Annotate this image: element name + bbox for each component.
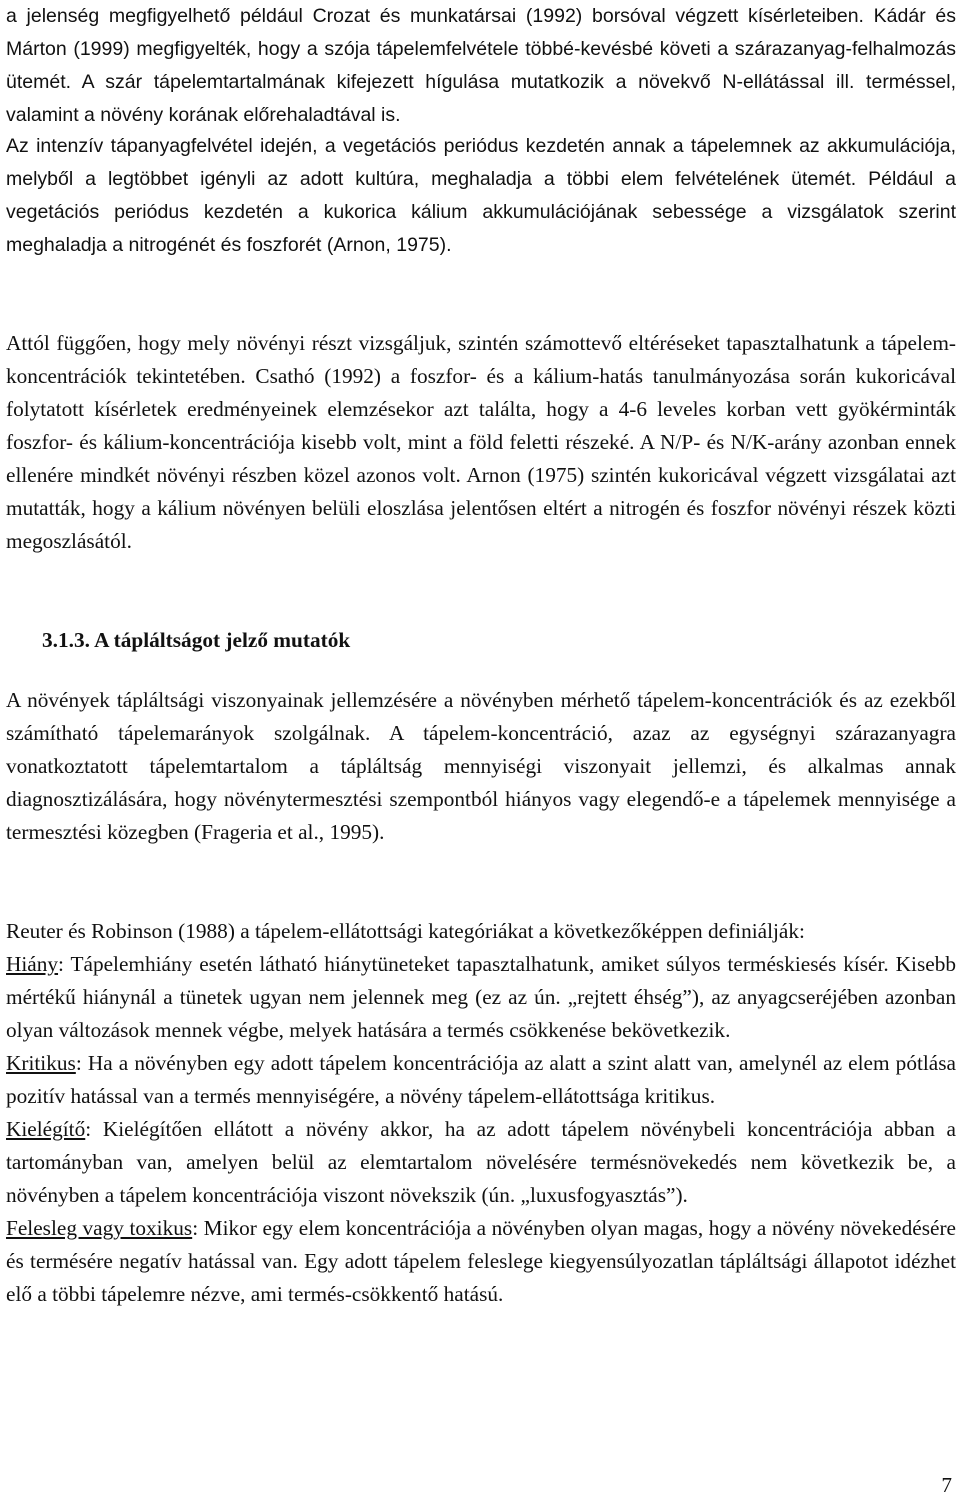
category-text: : Kielégítően ellátott a növény akkor, ha az adott tápelem növénybeli koncentrációja abban a tartományban van, amelyen belül az elemtartalom növelésére termésnövekedés nem következik be, a növényben a tápelem koncentrációja viszont növekszik (ún. „luxusfogyasztás”). <box>6 1117 956 1207</box>
categories-block <box>6 915 956 1311</box>
paragraph-intro: a jelenség megfigyelhető például Crozat és munkatársai (1992) borsóval végzett kísérleteiben. Kádár és Márton (1999) megfigyelték, hogy a szója tápelemfelvétele többé-kevésbé követi a szárazanyag-felhalmozás ütemét. A szár tápelemtartalmának kifejezett hígulása mutatkozik a növekvő N-ellátással ill. terméssel, valamint a növény korának előrehaladtával is. <box>6 5 956 126</box>
category-text: : Mikor egy elem koncentrációja a növényben olyan magas, hogy a növény növekedésére és termésére negatív hatással van. Egy adott tápelem feleslege kiegyensúlyozatlan tápláltsági állapotot idézhet elő a többi tápelemre nézve, ami termés-csökkentő hatású. <box>6 1216 956 1306</box>
category-sufficient <box>6 1113 956 1212</box>
category-critical <box>6 1047 956 1113</box>
category-deficiency <box>6 948 956 1047</box>
category-text: : Tápelemhiány esetén látható hiánytüneteket tapasztalhatunk, amiket súlyos terméskiesés kísér. Kisebb mértékű hiánynál a tünetek ugyan nem jelennek meg (ez az ún. „rejtett éhség”), az anyagcseréjében azonban olyan változások mennek végbe, melyek hatására a termés csökkenése bekövetkezik. <box>6 952 956 1042</box>
category-text: : Ha a növényben egy adott tápelem koncentrációja az alatt a szint alatt van, amelynél az elem pótlása pozitív hatással van a termés mennyiségére, a növény tápelem-ellátottsága kritikus. <box>6 1051 956 1108</box>
paragraph-plant-parts: Attól függően, hogy mely növényi részt vizsgáljuk, szintén számottevő eltéréseket tapasztalhatunk a tápelem-koncentrációk tekintetében. Csathó (1992) a foszfor- és a kálium-hatás tanulmányozása során kukoricával folytatott kísérletek eredményeinek elemzésekor azt találta, hogy a 4-6 leveles korban vett gyökérminták foszfor- és kálium-koncentrációja kisebb volt, mint a föld feletti részeké. A N/P- és N/K-arány azonban ennek ellenére mindkét növényi részben közel azonos volt. Arnon (1975) szintén kukoricával végzett vizsgálatai azt mutatták, hogy a kálium növényen belüli eloszlása jelentősen eltért a nitrogén és foszfor növényi részek közti megoszlásától. <box>6 331 956 553</box>
category-term: Kritikus <box>6 1051 76 1075</box>
category-excess-toxic <box>6 1212 956 1311</box>
section-number: 3.1.3. <box>42 628 90 652</box>
page-number: 7 <box>941 1473 952 1497</box>
category-term: Felesleg vagy toxikus <box>6 1216 193 1240</box>
category-term: Hiány <box>6 952 59 976</box>
category-term: Kielégítő <box>6 1117 86 1141</box>
paragraph-intensive-uptake: Az intenzív tápanyagfelvétel idején, a vegetációs periódus kezdetén annak a tápelemnek az akkumulációja, melyből a legtöbbet igényli az adott kultúra, meghaladja a többi elem felvételének ütemét. Például a vegetációs periódus kezdetén a kukorica kálium akkumulációjának sebessége a vizsgálatok szerint meghaladja a nitrogénét és foszforét (Arnon, 1975). <box>6 135 956 256</box>
section-title: A tápláltságot jelző mutatók <box>94 628 351 652</box>
section-heading <box>6 624 956 657</box>
paragraph-nutrition-indicators: A növények tápláltsági viszonyainak jellemzésére a növényben mérhető tápelem-koncentrációk és az ezekből számítható tápelemarányok szolgálnak. A tápelem-koncentráció, azaz az egységnyi szárazanyagra vonatkoztatott tápelemtartalom a tápláltság mennyiségi viszonyait jellemzi, és alkalmas annak diagnosztizálására, hogy növénytermesztési szempontból hiányos vagy elegendő-e a tápelemek mennyisége a termesztési közegben (Frageria et al., 1995). <box>6 688 956 844</box>
categories-intro: Reuter és Robinson (1988) a tápelem-ellátottsági kategóriákat a következőképpen definiálják: <box>6 919 805 943</box>
